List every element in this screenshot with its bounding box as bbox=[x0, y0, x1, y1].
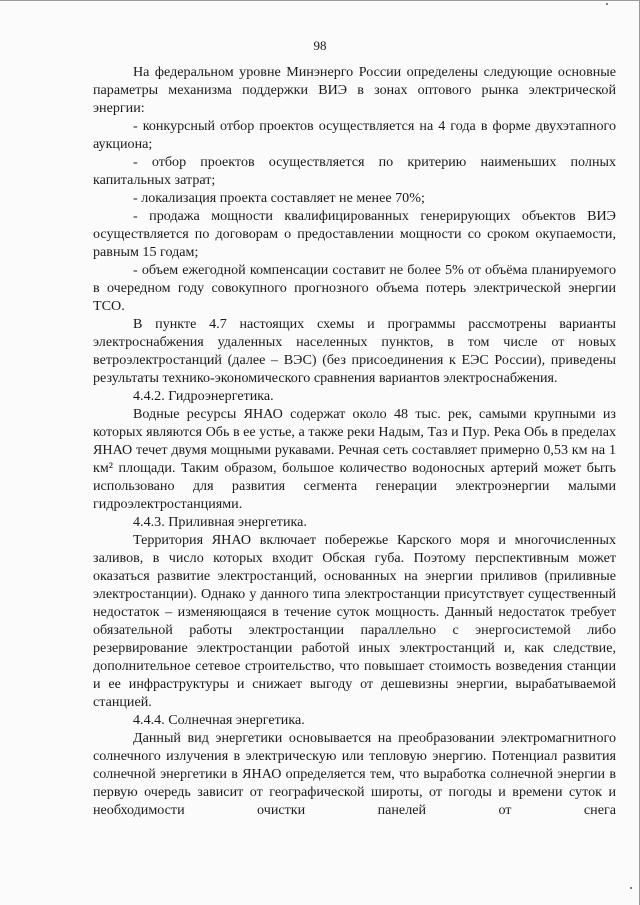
list-item: - конкурсный отбор проектов осуществляется на 4 года в форме двухэтапного аукциона; bbox=[93, 118, 616, 152]
section-heading-tidal: 4.4.3. Приливная энергетика. bbox=[133, 514, 307, 530]
scan-artifact bbox=[606, 3, 608, 5]
document-body bbox=[93, 63, 616, 819]
scan-edge-top bbox=[0, 0, 640, 1]
paragraph-hydro: Водные ресурсы ЯНАО содержат около 48 тыс. рек, самыми крупными из которых являются Обь в ее устье, а также реки Надым, Таз и Пур. Река Обь в пределах ЯНАО течет двумя мощными рукавами. Речная сеть составляет примерно 0,53 км на 1 км² площади. Таким образом, большое количество водоносных артерий может быть использовано для развития сегмента генерации электроэнергии малыми гидроэлектростанциями. bbox=[93, 406, 616, 512]
list-item: - локализация проекта составляет не менее 70%; bbox=[133, 190, 425, 206]
section-heading-solar: 4.4.4. Солнечная энергетика. bbox=[133, 712, 305, 728]
list-item: - объем ежегодной компенсации составит не более 5% от объёма планируемого в очередном году совокупного прогнозного объема потерь электрической энергии ТСО. bbox=[93, 262, 616, 314]
list-item: - отбор проектов осуществляется по критерию наименьших полных капитальных затрат; bbox=[93, 154, 616, 188]
paragraph-item-4-7: В пункте 4.7 настоящих схемы и программы рассмотрены варианты электроснабжения удаленных населенных пунктов, в том числе от новых ветроэлектростанций (далее – ВЭС) (без присоединения к ЕЭС России), приведены результаты технико-экономического сравнения вариантов электроснабжения. bbox=[93, 316, 616, 386]
list-item: - продажа мощности квалифицированных генерирующих объектов ВИЭ осуществляется по договорам о предоставлении мощности со сроком окупаемости, равным 15 годам; bbox=[93, 208, 616, 260]
paragraph-intro: На федеральном уровне Минэнерго России определены следующие основные параметры механизма поддержки ВИЭ в зонах оптового рынка электрической энергии: bbox=[93, 64, 616, 116]
paragraph-tidal: Территория ЯНАО включает побережье Карского моря и многочисленных заливов, в число которых входит Обская губа. Поэтому перспективным может оказаться развитие электростанций, основанных на энергии приливов (приливные электростанции). Однако у данного типа электростанции присутствует существенный недостаток – изменяющаяся в течение суток мощность. Данный недостаток требует обязательной работы электростанции параллельно с энергосистемой либо резервирование электростанции работой иных электростанций и, как следствие, дополнительное сетевое строительство, что повышает стоимость возведения станции и ее инфраструктуры и снижает выгоду от дешевизны энергии, вырабатываемой станцией. bbox=[93, 532, 616, 710]
section-heading-hydro: 4.4.2. Гидроэнергетика. bbox=[133, 388, 274, 404]
page-number: 98 bbox=[313, 38, 327, 53]
paragraph-solar: Данный вид энергетики основывается на преобразовании электромагнитного солнечного излучения в электрическую или тепловую энергию. Потенциал развития солнечной энергетики в ЯНАО определяется тем, что выработка солнечной энергии в первую очередь зависит от географической широты, от погоды и времени суток и необходимости очистки панелей от снега bbox=[93, 730, 616, 818]
scan-artifact bbox=[630, 887, 632, 889]
